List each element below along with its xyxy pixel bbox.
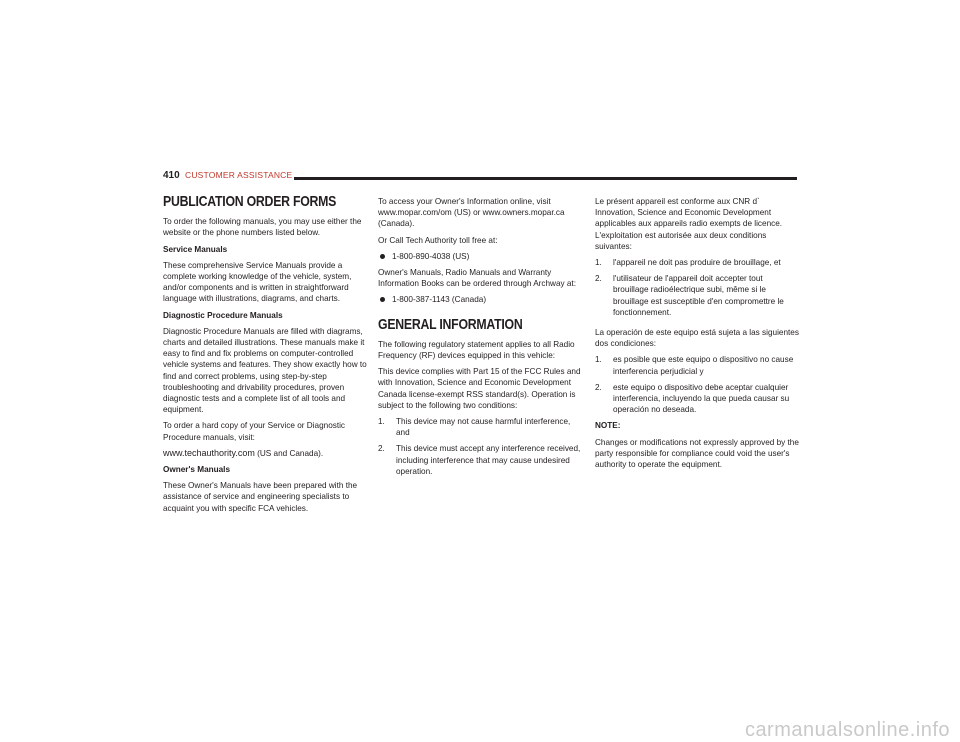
list-item: 1. l'appareil ne doit pas produire de brouillage, et [595,258,781,268]
owners-manuals-text: These Owner's Manuals have been prepared with the assistance of service and engineering specialists to acquaint you with specific FCA vehicles. [163,481,358,513]
general-information-heading: GENERAL INFORMATION [378,315,523,333]
archway-paragraph: Owner's Manuals, Radio Manuals and Warranty Information Books can be ordered through Archway at: [378,268,576,289]
rf-paragraph: The following regulatory statement applies to all Radio Frequency (RF) devices equipped in this vehicle: [378,339,575,361]
order-paragraph: To order a hard copy of your Service or Diagnostic Procedure manuals, visit: [163,421,346,442]
watermark [0,718,960,742]
diagnostic-manuals-heading: Diagnostic Procedure Manuals [163,310,283,320]
techauthority-suffix: (US and Canada). [254,448,324,458]
intro-paragraph: To order the following manuals, you may use either the website or the phone numbers listed below. [163,217,362,238]
watermark-text: carmanualsonline.info [744,718,950,741]
techauthority-link[interactable]: www.techauthority.com [163,447,255,458]
page-number: 410 [163,170,180,181]
french-intro: Le présent appareil est conforme aux CNR d` Innovation, Science and Economic Development applicables aux appareils radio exempts de licence. L'exploitation est autorisée aux deux conditions suivantes: [595,197,783,251]
fcc-paragraph: This device complies with Part 15 of the FCC Rules and with Innovation, Science and Economic Development Canada license-exempt RSS standard(s). Operation is subject to the following two conditions: [378,367,581,410]
owners-manuals-heading: Owner's Manuals [163,465,231,475]
header-rule [294,177,797,180]
french-conditions-list [595,257,800,318]
list-item: 2. este equipo o dispositivo debe aceptar cualquier interferencia, incluyendo la que pueda causar su operación no deseada. [595,382,790,415]
spanish-conditions-list [595,354,800,415]
list-item: 2. This device must accept any interference received, including interference that may cause undesired operation. [378,444,581,476]
access-paragraph: To access your Owner's Information online, visit www.mopar.com/om (US) or www.owners.mopar.ca (Canada). [378,197,565,229]
techauthority-line [163,448,368,459]
service-manuals-text: These comprehensive Service Manuals provide a complete working knowledge of the vehicle, system, and/or components and is written in straightforward language with illustrations, diagrams, and charts. [163,260,352,304]
column-2 [378,196,583,482]
list-item: 1. es posible que este equipo o dispositivo no cause interferencia perjudicial y [595,355,794,376]
list-item: 2. l'utilisateur de l'appareil doit accepter tout brouillage radioélectrique subi, même si le brouillage est susceptible d'en compromettre le fonctionnement. [595,274,784,317]
column-3 [595,196,800,475]
publication-order-forms-heading: PUBLICATION ORDER FORMS [163,193,337,210]
call-paragraph: Or Call Tech Authority toll free at: [378,235,498,245]
diagnostic-manuals-text: Diagnostic Procedure Manuals are filled with diagrams, charts and detailed illustrations. These manuals make it easy to find and fix problems on computer-controlled vehicle systems and features. They show exactly how to find and correct problems, using step-by-step troubleshooting and drivability procedures, proven diagnostic tests and a complete list of all tools and equipment. [163,326,367,415]
page-header [163,170,797,186]
service-manuals-heading: Service Manuals [163,244,228,254]
fcc-conditions-list [378,416,583,477]
note-label: NOTE: [595,421,621,431]
list-item: 1. This device may not cause harmful interference, and [378,417,571,438]
phone-us-bullet: 1-800-890-4038 (US) [378,251,583,262]
section-title: CUSTOMER ASSISTANCE [185,170,293,180]
phone-canada-bullet: 1-800-387-1143 (Canada) [378,294,583,305]
column-1 [163,193,368,519]
note-text: Changes or modifications not expressly approved by the party responsible for compliance could void the user's authority to operate the equipment. [595,437,799,470]
spanish-intro: La operación de este equipo está sujeta a las siguientes dos condiciones: [595,328,799,349]
